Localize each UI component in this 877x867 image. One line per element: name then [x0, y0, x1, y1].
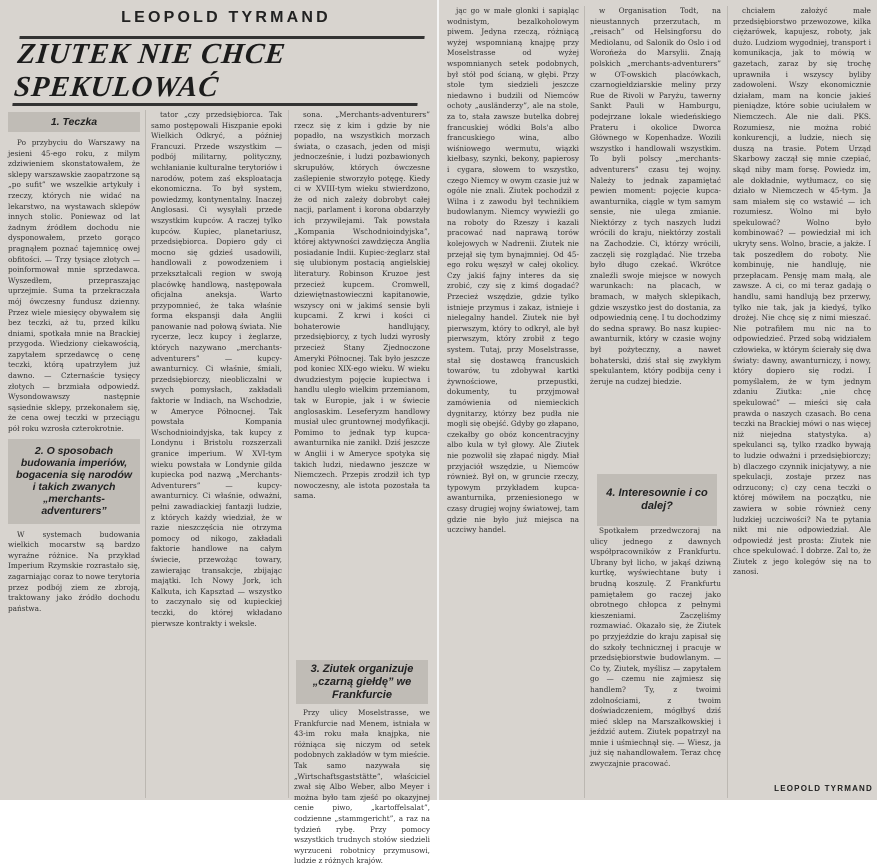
column-3: [294, 110, 430, 656]
column-2-text: tator „czy przedsiębiorca. Tak samo postępowali Hiszpanie epoki Wielkich Odkryć, a później Francuzi. Przede wszystkim — podbój militarny, polityczny, wchłanianie kulturalne terytoriów i narodów, potem zaś eksploatacja ekonomiczna. To był system, powiedzmy, kontynentalny. Inaczej Anglosasi. Ci wysyłali przede wszystkim kupców. A raczej tylko kupców. Kupiec, planetariusz, przedsiębiorca. Dopiero gdy ci mocno się gdzieś usadowili, handlowali z powodzeniem i przekształcali region w swoją placówkę handlową, następowała oficjalna aneksja. Warto przypomnieć, że taka właśnie forma ekspansji dała Anglii panowanie nad połową świata. Nie rycerze, lecz kupcy i żeglarze, których nazywano „merchants-adventurers” — kupcy-awanturnicy. Ci właśnie, śmiali, przedsiębiorczy, nieobliczalni w swych pomysłach, zakładali faktorie w Indiach, na Wschodzie, w Ameryce Północnej. Tak powstała Kompania Wschodnioindyjska, tak kupcy z Londynu i Bristolu rozszerzali granice imperium. W XVI-tym wieku powstała w Londynie gilda kupiecka pod nazwą „Merchants-Adventurers” — kupcy-awanturnicy. Ci właśnie, odważni, pełni zawadiackiej fantazji ludzie, z których każdy wiedział, że w razie nieszczęścia nie otrzyma pomocy od nikogo, zakładali faktorie handlowe na całym świecie, przewożąc towary, zawierając transakcje, zbijając majątki. Ich Nowy Jork, ich Kalkuta, ich Kapsztad — wszystko to zaczynało się od kupieckiej teczki, do której wkładano pierwsze kontrakty i weksle.: [151, 110, 282, 628]
section-1-header-box: [8, 112, 140, 132]
section-4-heading: 4. Interesownie i co dalej?: [606, 487, 708, 512]
column-divider: [584, 6, 585, 798]
column-2: [151, 110, 282, 798]
section-3-heading: 3. Ziutek organizuje „czarną giełdę” we Frankfurcie: [310, 662, 414, 701]
article-title: ZIUTEK NIE CHCE SPEKULOWAĆ: [12, 36, 424, 106]
column-3-text: sona. „Merchants-adventurers” rzecz się z kim i gdzie by nie popadło, na wszystkich morzach świata, o czasach, jeden od misji jednocześnie, i ludzi pozbawionych skrupułów, których ówczesne zaślepienie stworzyło potęgę. Kiedy ci w XVIII-tym wieku stwierdzono, że od nich zależy dobrobyt całej nacji, parlament i korona obdarzyły ich przywilejami. Tak powstała „Kompania Wschodnioindyjska”, której aktywności zawdzięcza Anglia posiadanie Indii. Kupiec-żeglarz stał się ulubionym postacią angielskiej literatury. Robinson Kruzoe jest przecież kupcem. Cromwell, dziewiętnastowieczni kapitanowie, wszyscy oni w jakimś sensie byli kupcami. Z krwi i kości ci bohaterowie handlujący, przedsiębiorcy, z tych ludzi wyrosły przecież Stany Zjednoczone Ameryki Północnej. Tak było jeszcze pod koniec XIX-ego wieku. W wieku dwudziestym pojęcie kupiectwa i handlu uległo wielkim przemianom, tak w Europie, jak i w świecie anglosaskim. Leseferyzm handlowy musiał ulec gruntownej modyfikacji. Pomimo to jednak typ kupca-awanturnika nie zanikł. Dziś jeszcze w Anglii i w Ameryce spotyka się takich ludzi, niedawno jeszcze w Niemczech. Przepis zrodził ich typ nowoczesny, ale istota pozostała ta sama.: [294, 110, 430, 501]
column-1: [8, 110, 140, 798]
column-4: [447, 6, 579, 798]
section-3-header-box: [296, 660, 428, 704]
column-divider: [145, 110, 146, 798]
section-4-header-box: [597, 474, 717, 526]
section-1-text: Po przybyciu do Warszawy na jesieni 45-ego roku, z milym zdziwieniem skonstatowałem, że sklepy warszawskie zaopatrzone są „po sufit” we wszelkie artykuły i rzeczy, których nie widać na lekarstwo, na wystawach sklepów innych stolic. Poniewaz od lat żadnym źródłem dochodu nie dysponowałem, przeto gorąco pragnąłem poznać tajemnicę owej obfitości. — Trzy tysiące złotych — poinformował mnie sprzedawca. Wyszedłem, przepraszając uprzejmie. Suma ta przekraczała mój ówczesny fundusz dzienny. Przez wiele miesięcy obywałem się bez teczki, aż tu, przed kilku dniami, spotkała mnie na Brackiej przygoda. Wiedziony ciekawością, zapytałem sprzedawcę o cenę teczki, którą upatrzyłem już dawno. — Czternaście tysięcy złotych — brzmiała odpowiedź. Wysondowawszy następnie sąsiednie sklepy, przekonałem się, że cena owej teczki w przeciągu pół roku wzrosła czterokrotnie.: [8, 138, 140, 434]
column-6: [733, 6, 871, 778]
section-3-body: [294, 708, 430, 866]
section-4-body: [590, 526, 721, 798]
column-6-text: chciałem założyć małe przedsiębiorstwo przewozowe, kilka ciężarówek, kapujesz, roboty, jak dużo. Ludziom wygodniej, transport i komunikacja, jak to mówią w gazetach, zaraz by się trochę uprawniła i wszyscy byliby zadowoleni. Wszy ekonomicznie działam, mam na koncie jakieś pieniądze, które sobie uciułałem w Niemczech. Ale nie dali. PKS. Rozumiesz, nie można robić konkurencji, a ludzie, niech się duszą na trasie. Potem Urząd Skarbowy zaczął się mnie czepiać, skąd niby mam forsę. Powiedz im, ale dokładnie, wytłumacz, co się działo w Niemczech w 45-tym. Ja sam miałem się co wstawić — ich rozumiesz. Wolno mi było spekulować? Wolno było kombinować? — powiedział mi ich ukryty sens. Wolno, bracie, a jakże. I tak poszedłem do roboty. Nie kombinuję, nie handluję, nie przepłacam. Pensję mam małą, ale zawsze. A ci, co mi teraz gadają o handlu, sami handlują bez przerwy, tylko nie tak, jak ja kiedyś, tylko drożej. Nie chcę się z nimi mieszać. Nie potrafiłem mu nic na to odpowiedzieć. Przed sobą widziałem człowieka, w którym ścierały się dwa światy: dawny, awanturniczy, i nowy, który dopiero się rodzi. I pomyślałem, że w tym jednym zdaniu Ziutka: „nie chcę spekulować” — mieści się cała prawda o naszych czasach. Bo cena teczki na Brackiej mówi o nas więcej niż niejedna statystyka. a) spekulanci są, tylko rzadko bywają to ludzie odważni i przedsiębiorczy; b) dlaczego czynnik inicjatywy, a nie spekulacji, zostaje przez nas odrzucony; c) czy cena teczki o której mówiłem na początku, nie zawiera w sobie również ceny ludzkiej uczciwości? Na te pytania nikt mi nie odpowiedział. Ale odpowiedź jest prosta: Ziutek nie chce spekulować. I dobrze. Zal to, że Ziutek z jego kolegów się na to zanosi.: [733, 6, 871, 577]
author-name: LEOPOLD TYRMAND: [121, 9, 331, 26]
section-2-text: W systemach budowania wielkich mocarstw są bardzo wyraźne różnice. Na przykład Imperium Rzymskie rozrastało się, zagarniając coraz to nowe terytoria przez podbój ziem ze zbroją, traktowany jako źródło dochodu państwa.: [8, 529, 140, 613]
section-2-header-box: [8, 439, 140, 524]
column-5-text: w Organisation Todt, na nieustannych przerzutach, m „reisach” od Helsingforsu do Mediolanu, od Salonik do Oslo i od Worońeża do Marsylii. Znają polskich „merchants-adventurers” w OT-owskich placówkach, czarnogiełdziarskie meliny przy Rue de Rivoli w Paryżu, tawerny Sankt Pauli w Hamburgu, podejrzane lokale wiedeńskiego Prateru i okolice Dworca Głównego w Kopenhadze. Wozili wszystko i handlowali wszystkim. To byli polscy „merchants-adventurers” czasu tej wojny. Należy to jednak zapamiętać pewien moment: pojęcie kupca-awanturnika, ciągle w tym samym sensie, nie ulega zmianie. Niektórzy z tych naszych ludzi wrócili do kraju, niektórzy zostali na Zachodzie. Ci, którzy wrócili, zaczęli się rozglądać. Nie trzeba było długo czekać. Wkrótce znaleźli swoje miejsce w nowych warunkach: na placach, w bramach, w małych sklepikach, gdzie wszystko jest do dostania, za odpowiednią cenę. I tu dochodzimy do sedna sprawy. Bo nasz kupiec-awanturnik, który w czasie wojny był pożyteczny, a nawet bohaterski, dziś stał się zwykłym spekulantem, który podbija ceny i żeruje na cudzej biedzie.: [590, 6, 721, 386]
right-page: [439, 0, 877, 800]
column-divider: [727, 6, 728, 798]
section-3-text: Przy ulicy Moselstrasse, we Frankfurcie nad Menem, istniała w 43-im roku mała knajpka, nie różniąca się niczym od setek podobnych zakładów w tym mieście. Tak samo nazywała się „Wirtschaftsgaststätte”, właściciel zwał się Albo Weber, albo Meyer i można było tam zjeść po okazyjnej cenie piwo, „kartoffelsalat”, codzienne „stammgericht”, a raz na tydzień rybę. Przy pomocy wszystkich trudnych stołów siedzieli wyrzuceni robotnicy przymusowi, ludzie z różnych krajów.: [294, 708, 430, 866]
column-divider: [288, 110, 289, 798]
column-5: [590, 6, 721, 468]
section-4-text: Spotkałem przedwczoraj na ulicy jednego z dawnych współpracowników z Frankfurtu. Ubrany był licho, w jakąś dziwną kurtkę, wyświechtane buty i brudną koszulę. Z Frankfurtu pamiętałem go raczej jako obrotnego chłopca z pełnymi kieszeniami. Zaczęliśmy rozmawiać. Okazało się, że Ziutek po przyjeździe do kraju zapisał się do szkoły technicznej i pracuje w przedsiębiorstwie budowlanym. — Co ty, Ziutek, myślisz — zapytałem go — czemu nie zajmiesz się handlem? Ty, z twoimi zdolnościami, z twoim doświadczeniem, mógłbyś dziś mieć sklep na Marszałkowskiej i jeździć autem. Ziutek popatrzył na mnie i uśmiechnął się. — Wiesz, ja już się nahandlowałem. Teraz chcę zwyczajnie pracować.: [590, 526, 721, 769]
section-1-heading: 1. Teczka: [50, 116, 98, 128]
author-signature: LEOPOLD TYRMAND: [774, 784, 873, 793]
section-2-heading: 2. O sposobach budowania imperiów, bogacenia się narodów i takich zwanych „merchants-adventurers”: [15, 444, 133, 517]
left-page: [0, 0, 437, 866]
column-4-text: jąc go w małe glonki i sapiąląc wodnistym, bezalkoholowym piwem. Jedyna rzeczą, różniącą wyżej wspomnianą knajpę przy Moselstrasse od wyżej wspomnianych setek podobnych, był stół pod ścianą, w głębi. Przy stole tym siedzieli jeszcze niedawno i budzili od Niemców ochoty „ausländerzy”, ale na stole, za to, stała zawsze butelka dobrej francuskiej wódki Bols'a albo francuskiego wina, albo wiśniowego wermutu, wiązki kiełbasy, szynki, bekony, papierosy i cygara, słowem to wszystko, czego Niemcy w owym czasie już w ogóle nie znali. Ziutek pochodził z Wilna i z zawodu był technikiem budowlanym. Niemcy wywieźli go na roboty do Rzeszy i kazali pracować nad naprawą torów kolejowych w Nadrenii. Ziutek nie przejął się tym bynajmniej. Od 45-ego roku węszył w całej okolicy. Czy jakiś fajny interes da się zrobić, czy się z kimś dogadać? Przecież wszędzie, gdzie tylko istnieje przymus i zakaz, istnieje i nielegalny handel. Ziutek nie był pierwszym, który to odkrył, ale był pierwszym, który zrobił z tego system. Tutaj, przy Moselstrasse, stał się dostawcą francuskich towarów, tu zdobywał kartki żywnościowe, przepustki, dokumenty, tu przyjmował zamówienia od niemieckich dygnitarzy, którzy bez pudła nie mogli się obejść. Gdyby go złapano, czekałby go obóz koncentracyjny albo kula w tył głowy. Ale Ziutek nie pozwolił się złapać nigdy. Miał przyjaciół wszędzie, u Niemców również. Był on, w gruncie rzeczy, typowym przykładem kupca-awanturnika, przeniesionego w czasy drugiej wojny światowej, tam gdzie nie było już miejsca na uczciwy handel.: [447, 6, 579, 535]
